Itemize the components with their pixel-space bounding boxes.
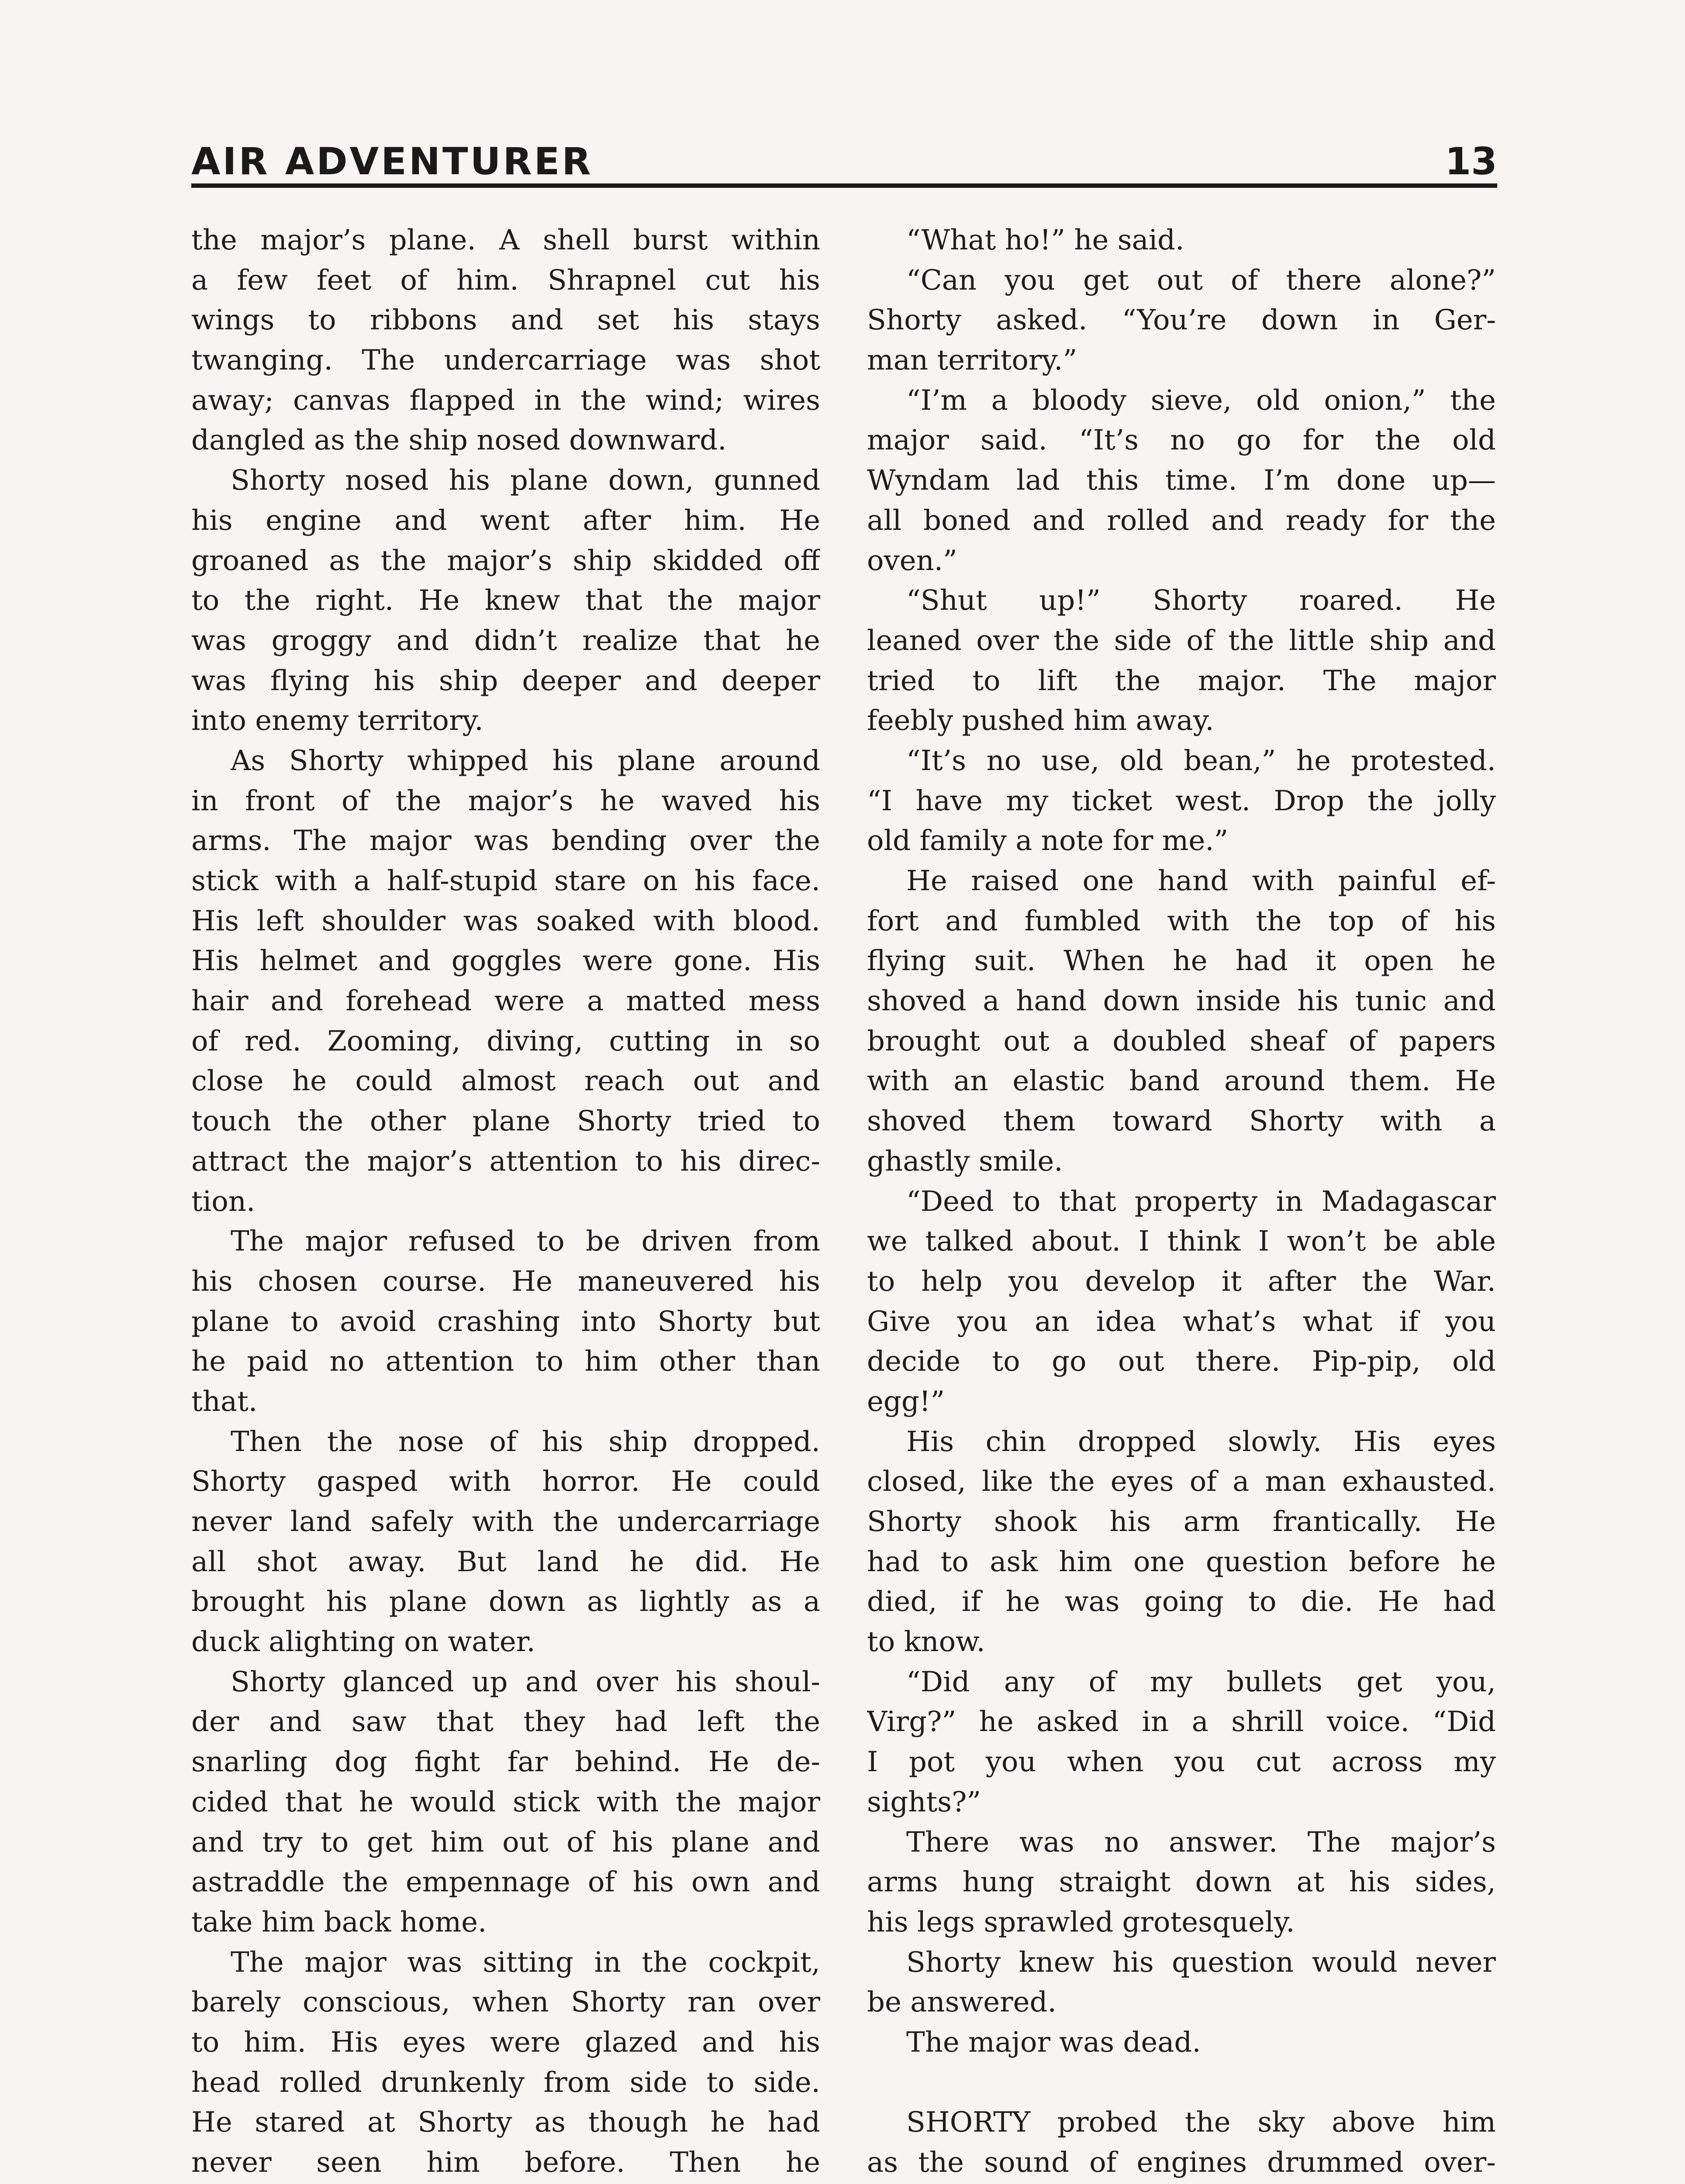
text-line: had to ask him one question before he xyxy=(867,1545,1496,1578)
text-line: Shorty knew his question would never xyxy=(906,1946,1496,1979)
text-line: flying suit. When he had it open he xyxy=(867,945,1496,978)
text-line: brought out a doubled sheaf of papers xyxy=(867,1025,1496,1057)
text-line: he paid no attention to him other than xyxy=(191,1345,820,1378)
text-line: oven.” xyxy=(867,544,957,577)
text-line: “Can you get out of there alone?” xyxy=(906,264,1496,297)
text-line: head rolled drunkenly from side to side. xyxy=(191,2066,820,2099)
magazine-title: AIR ADVENTURER xyxy=(191,140,593,183)
text-line: tried to lift the major. The major xyxy=(867,664,1496,697)
text-line: shoved a hand down inside his tunic and xyxy=(867,985,1496,1018)
text-line: “Shut up!” Shorty roared. He xyxy=(906,584,1496,617)
text-line: egg!” xyxy=(867,1385,945,1418)
text-line: be answered. xyxy=(867,1986,1057,2019)
text-line: der and saw that they had left the xyxy=(191,1706,820,1738)
text-line: “I have my ticket west. Drop the jolly xyxy=(867,784,1496,817)
text-line: Wyndam lad this time. I’m done up— xyxy=(867,464,1496,497)
text-line: Shorty nosed his plane down, gunned xyxy=(231,464,820,497)
text-line: of red. Zooming, diving, cutting in so xyxy=(191,1025,820,1057)
text-line: He stared at Shorty as though he had xyxy=(191,2106,820,2139)
text-line: decide to go out there. Pip-pip, old xyxy=(867,1345,1496,1378)
text-line: leaned over the side of the little ship and xyxy=(867,624,1496,657)
text-line: into enemy territory. xyxy=(191,705,483,737)
text-line: Shorty shook his arm frantically. He xyxy=(867,1506,1496,1538)
text-line: I pot you when you cut across my xyxy=(867,1746,1496,1779)
text-line: arms hung straight down at his sides, xyxy=(867,1866,1496,1899)
text-line: twanging. The undercarriage was shot xyxy=(191,344,820,377)
text-line: was flying his ship deeper and deeper xyxy=(191,664,820,697)
text-line: Then the nose of his ship dropped. xyxy=(231,1425,820,1458)
text-line: “Deed to that property in Madagascar xyxy=(906,1185,1496,1218)
text-line: arms. The major was bending over the xyxy=(191,825,820,857)
text-line: all shot away. But land he did. He xyxy=(191,1545,820,1578)
text-line: to him. His eyes were glazed and his xyxy=(191,2026,820,2059)
text-line: The major refused to be driven from xyxy=(231,1225,820,1258)
text-line: to help you develop it after the War. xyxy=(867,1265,1496,1298)
text-line: “I’m a bloody sieve, old onion,” the xyxy=(906,384,1496,417)
left-column xyxy=(191,221,820,2184)
text-line: in front of the major’s he waved his xyxy=(191,784,820,817)
text-line: “Did any of my bullets get you, xyxy=(906,1666,1496,1698)
text-line: astraddle the empennage of his own and xyxy=(191,1866,820,1899)
text-line: barely conscious, when Shorty ran over xyxy=(191,1986,820,2019)
text-line: the major’s plane. A shell burst within xyxy=(191,224,820,256)
text-line: his engine and went after him. He xyxy=(191,504,820,537)
header-rule xyxy=(191,183,1497,188)
text-line: fort and fumbled with the top of his xyxy=(867,905,1496,937)
page-header xyxy=(191,131,1497,192)
text-line: all boned and rolled and ready for the xyxy=(867,504,1496,537)
text-line: we talked about. I think I won’t be able xyxy=(867,1225,1496,1258)
text-line: sights?” xyxy=(867,1786,981,1818)
text-line: Shorty glanced up and over his shoul- xyxy=(231,1666,820,1698)
text-line: hair and forehead were a matted mess xyxy=(191,985,820,1018)
text-line: The major was dead. xyxy=(906,2026,1201,2059)
text-line: stick with a half-stupid stare on his face. xyxy=(191,865,820,897)
text-line: dangled as the ship nosed downward. xyxy=(191,424,727,457)
text-line: with an elastic band around them. He xyxy=(867,1065,1496,1098)
text-line: a few feet of him. Shrapnel cut his xyxy=(191,264,820,297)
text-line: shoved them toward Shorty with a xyxy=(867,1105,1496,1138)
text-line: that. xyxy=(191,1385,258,1418)
text-line: Shorty asked. “You’re down in Ger- xyxy=(867,304,1496,337)
text-line: was groggy and didn’t realize that he xyxy=(191,624,820,657)
text-line: died, if he was going to die. He had xyxy=(867,1586,1496,1618)
text-line: plane to avoid crashing into Shorty but xyxy=(191,1305,820,1338)
text-line: as the sound of engines drummed over- xyxy=(867,2146,1496,2179)
text-line: “It’s no use, old bean,” he protested. xyxy=(906,744,1496,777)
text-line: his legs sprawled grotesquely. xyxy=(867,1906,1295,1939)
text-line: groaned as the major’s ship skidded off xyxy=(191,544,820,577)
text-line: major said. “It’s no go for the old xyxy=(867,424,1496,457)
text-line: tion. xyxy=(191,1185,256,1218)
text-line: to the right. He knew that the major xyxy=(191,584,820,617)
text-line: away; canvas flapped in the wind; wires xyxy=(191,384,820,417)
text-line: brought his plane down as lightly as a xyxy=(191,1586,820,1618)
text-line: attract the major’s attention to his direc- xyxy=(191,1145,820,1178)
text-line: There was no answer. The major’s xyxy=(906,1826,1496,1859)
text-line: take him back home. xyxy=(191,1906,487,1939)
text-line: his chosen course. He maneuvered his xyxy=(191,1265,820,1298)
text-line: “What ho!” he said. xyxy=(906,224,1184,256)
text-line: duck alighting on water. xyxy=(191,1626,535,1659)
text-line: As Shorty whipped his plane around xyxy=(231,744,820,777)
right-column xyxy=(867,221,1496,2184)
text-line: touch the other plane Shorty tried to xyxy=(191,1105,820,1138)
text-line: feebly pushed him away. xyxy=(867,705,1214,737)
text-line: close he could almost reach out and xyxy=(191,1065,820,1098)
text-line: Give you an idea what’s what if you xyxy=(867,1305,1496,1338)
text-line: His chin dropped slowly. His eyes xyxy=(906,1425,1496,1458)
text-line: ghastly smile. xyxy=(867,1145,1063,1178)
text-line: closed, like the eyes of a man exhausted. xyxy=(867,1465,1496,1498)
text-line: cided that he would stick with the major xyxy=(191,1786,820,1818)
text-line: SHORTY probed the sky above him xyxy=(906,2106,1496,2139)
text-line: wings to ribbons and set his stays xyxy=(191,304,820,337)
text-line: man territory.” xyxy=(867,344,1077,377)
text-line: snarling dog fight far behind. He de- xyxy=(191,1746,820,1779)
text-line: old family a note for me.” xyxy=(867,825,1229,857)
text-line: His left shoulder was soaked with blood. xyxy=(191,905,820,937)
text-line: never land safely with the undercarriage xyxy=(191,1506,820,1538)
text-line: His helmet and goggles were gone. His xyxy=(191,945,820,978)
text-line: never seen him before. Then he xyxy=(191,2146,820,2179)
text-line: He raised one hand with painful ef- xyxy=(906,865,1496,897)
text-line: to know. xyxy=(867,1626,985,1659)
text-line: Virg?” he asked in a shrill voice. “Did xyxy=(867,1706,1496,1738)
text-line: The major was sitting in the cockpit, xyxy=(231,1946,820,1979)
text-line: and try to get him out of his plane and xyxy=(191,1826,820,1859)
text-line: Shorty gasped with horror. He could xyxy=(191,1465,820,1498)
page-number: 13 xyxy=(1445,140,1497,183)
text-line xyxy=(867,2063,1496,2103)
